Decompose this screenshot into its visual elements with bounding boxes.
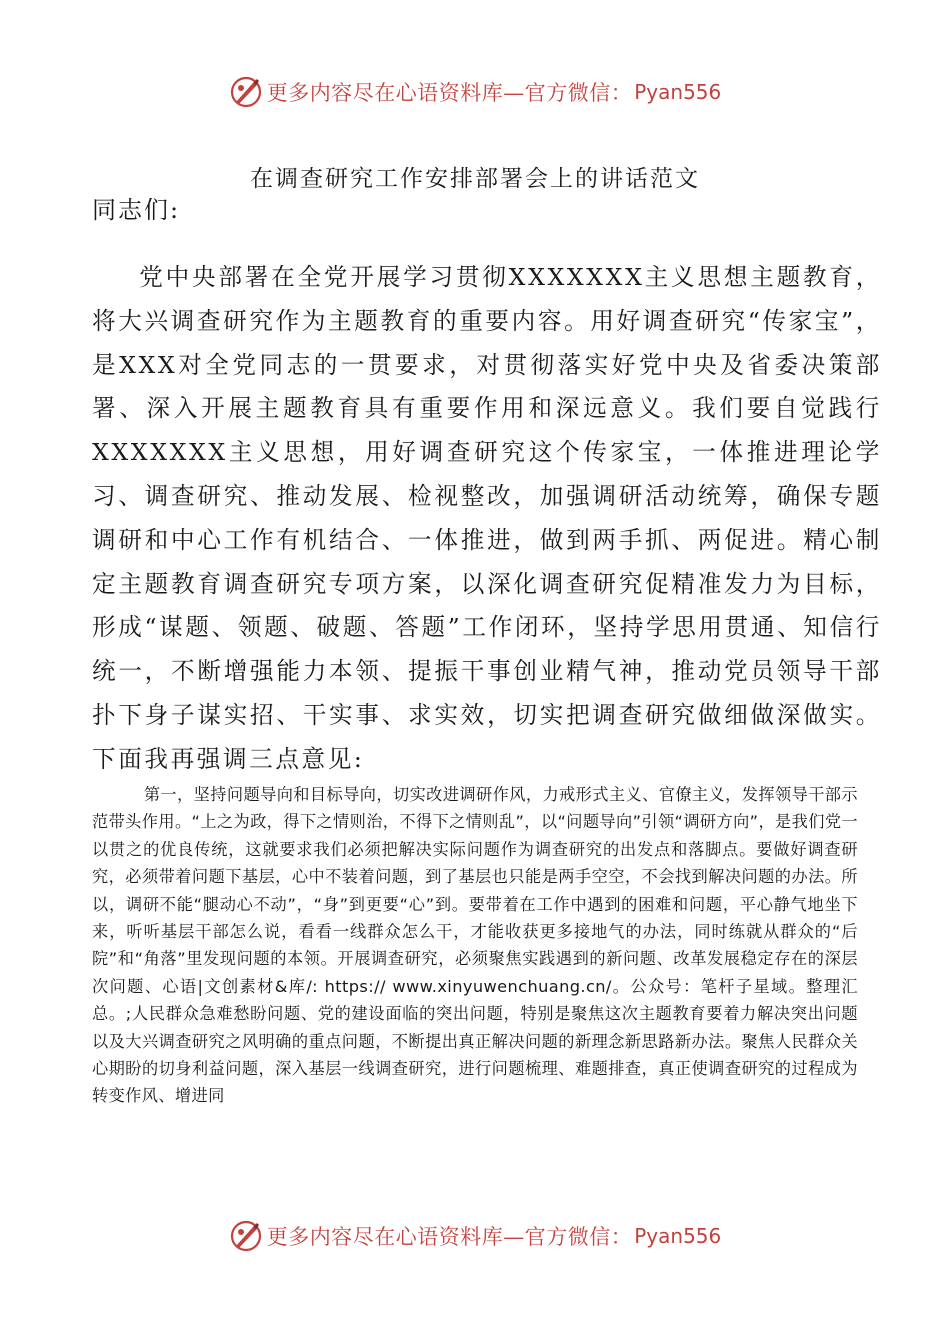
banner-text: 更多内容尽在心语资料库—官方微信： [266,1225,633,1249]
document-title: 在调查研究工作安排部署会上的讲话范文 [250,166,700,192]
paragraph-intro: 党中央部署在全党开展学习贯彻XXXXXXX主义思想主题教育，将大兴调查研究作为主题教育的重要内容。用好调查研究“传家宝”，是XXX对全党同志的一贯要求，对贯彻落实好党中央及省委决策部署、深入开展主题教育具有重要作用和深远意义。我们要自觉践行XXXXXXX主义思想，用好调查研究这个传家宝，一体推进理论学习、调查研究、推动发展、检视整改，加强调研活动统筹，确保专题调研和中心工作有机结合、一体推进，做到两手抓、两促进。精心制定主题教育调查研究专项方案，以深化调查研究促精准发力为目标，形成“谋题、领题、破题、答题”工作闭环，坚持学思用贯通、知信行统一，不断增强能力本领、提振干事创业精气神，推动党员领导干部扑下身子谋实招、干实事、求实效，切实把调查研究做细做深做实。下面我再强调三点意见: [92,263,882,773]
banner-text: 更多内容尽在心语资料库—官方微信： [266,81,633,105]
greeting: 同志们: [92,196,181,224]
banner-wechat-id: Pyan556 [634,80,722,104]
header-banner [0,72,950,112]
paragraph-first-point: 第一，坚持问题导向和目标导向，切实改进调研作风，力戒形式主义、官僚主义，发挥领导干部示范带头作用。“上之为政，得下之情则治，不得下之情则乱”，以“问题导向”引领“调研方向”，是我们党一以贯之的优良传统，这就要求我们必须把解决实际问题作为调查研究的出发点和落脚点。要做好调查研究，必须带着问题下基层，心中不装着问题，到了基层也只能是两手空空，不会找到解决问题的办法。所以，调研不能“腿动心不动”，“身”到更要“心”到。要带着在工作中遇到的困难和问题，平心静气地坐下来，听听基层干部怎么说，看看一线群众怎么干，才能收获更多接地气的办法，同时练就从群众的“后院”和“角落”里发现问题的本领。开展调查研究，必须聚焦实践遇到的新问题、改革发展稳定存在的深层次问题、心语|文创素材&库/: https:// www.xinyuwenchuang.cn/。公众号：笔杆子星域。整理汇总。;人民群众急难愁盼问题、党的建设面临的突出问题，特别是聚焦这次主题教育要着力解决突出问题以及大兴调查研究之风明确的重点问题，不断提出真正解决问题的新理念新思路新办法。聚焦人民群众关心期盼的切身利益问题，深入基层一线调查研究，进行问题梳理、难题排查，真正使调查研究的过程成为转变作风、增进同 [92,785,858,1106]
footer-banner [0,1216,950,1256]
pen-logo-icon [229,75,263,109]
banner-wechat-id: Pyan556 [634,1224,722,1248]
pen-logo-icon [229,1219,263,1253]
